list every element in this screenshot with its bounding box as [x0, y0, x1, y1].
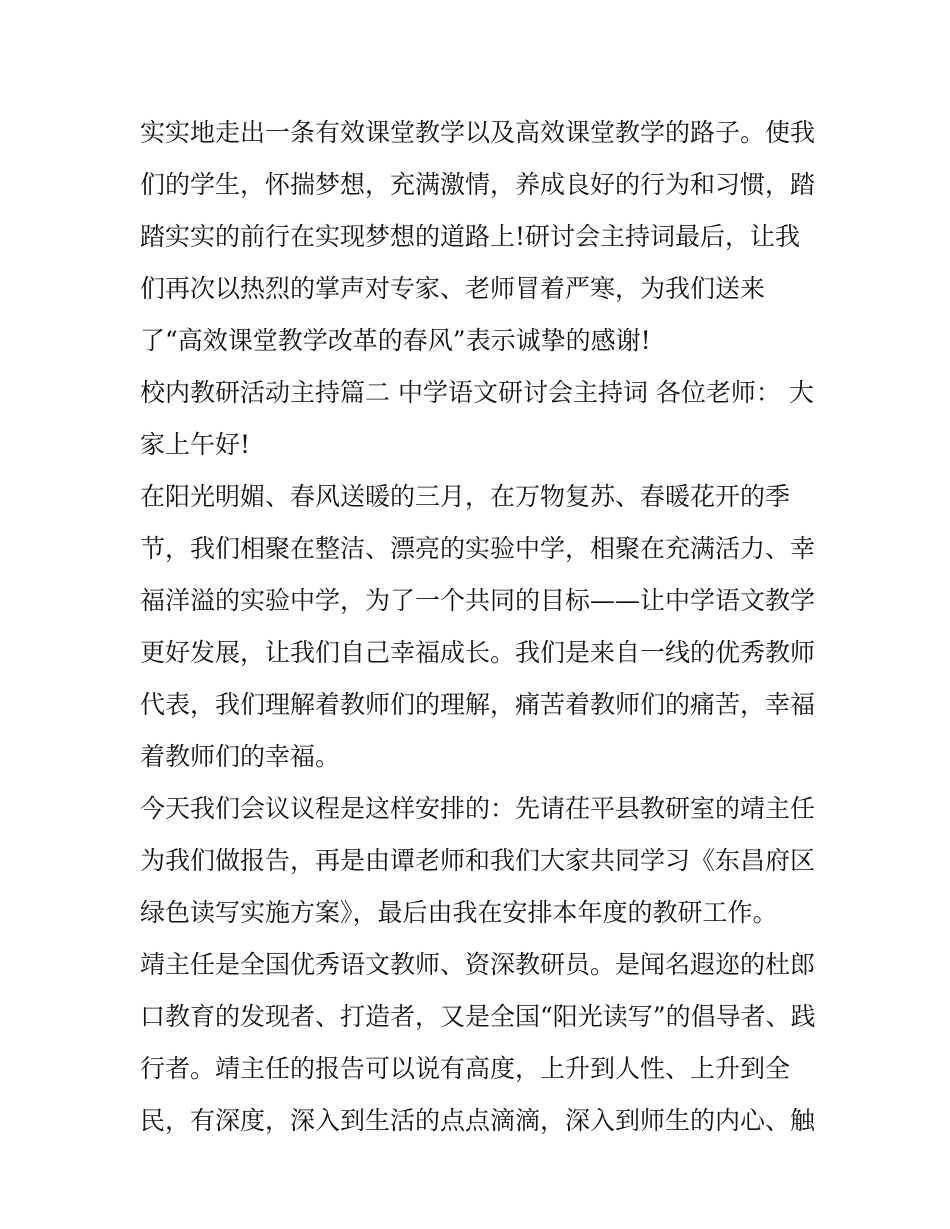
text-line: 踏实实的前行在实现梦想的道路上!研讨会主持词最后，让我 — [140, 222, 801, 251]
text-line: 绿色读写实施方案》，最后由我在安排本年度的教研工作。 — [140, 898, 778, 927]
text-line: 节，我们相聚在整洁、漂亮的实验中学，相聚在充满活力、幸 — [140, 534, 816, 563]
text-line: 福洋溢的实验中学，为了一个共同的目标——让中学语文教学 — [140, 586, 816, 615]
text-line: 着教师们的幸福。 — [140, 742, 341, 771]
text-line: 为我们做报告，再是由谭老师和我们大家共同学习《东昌府区 — [140, 846, 816, 875]
document-text — [140, 107, 830, 1147]
text-line: 实实地走出一条有效课堂教学以及高效课堂教学的路子。使我 — [140, 118, 816, 147]
text-line: 们的学生，怀揣梦想，充满激情，养成良好的行为和习惯，踏 — [140, 170, 816, 199]
text-line: 今天我们会议议程是这样安排的：先请茌平县教研室的靖主任 — [140, 794, 816, 823]
text-line: 校内教研活动主持篇二 中学语文研讨会主持词 各位老师： 大 — [140, 378, 814, 407]
text-line: 口教育的发现者、打造者，又是全国“阳光读写”的倡导者、践 — [140, 1002, 816, 1031]
text-line: 靖主任是全国优秀语文教师、资深教研员。是闻名遐迩的杜郎 — [140, 950, 816, 979]
text-line: 行者。靖主任的报告可以说有高度，上升到人性、上升到全 — [140, 1054, 791, 1083]
text-line: 更好发展，让我们自己幸福成长。我们是来自一线的优秀教师 — [140, 638, 816, 667]
text-line: 民，有深度，深入到生活的点点滴滴，深入到师生的内心、触 — [140, 1106, 816, 1135]
text-line: 代表，我们理解着教师们的理解，痛苦着教师们的痛苦，幸福 — [140, 690, 816, 719]
text-line: 们再次以热烈的掌声对专家、老师冒着严寒，为我们送来 — [140, 274, 766, 303]
text-line: 在阳光明媚、春风送暖的三月，在万物复苏、春暖花开的季 — [140, 482, 791, 511]
text-line: 了“高效课堂教学改革的春风”表示诚挚的感谢! — [140, 326, 651, 355]
text-line: 家上午好! — [140, 430, 251, 459]
